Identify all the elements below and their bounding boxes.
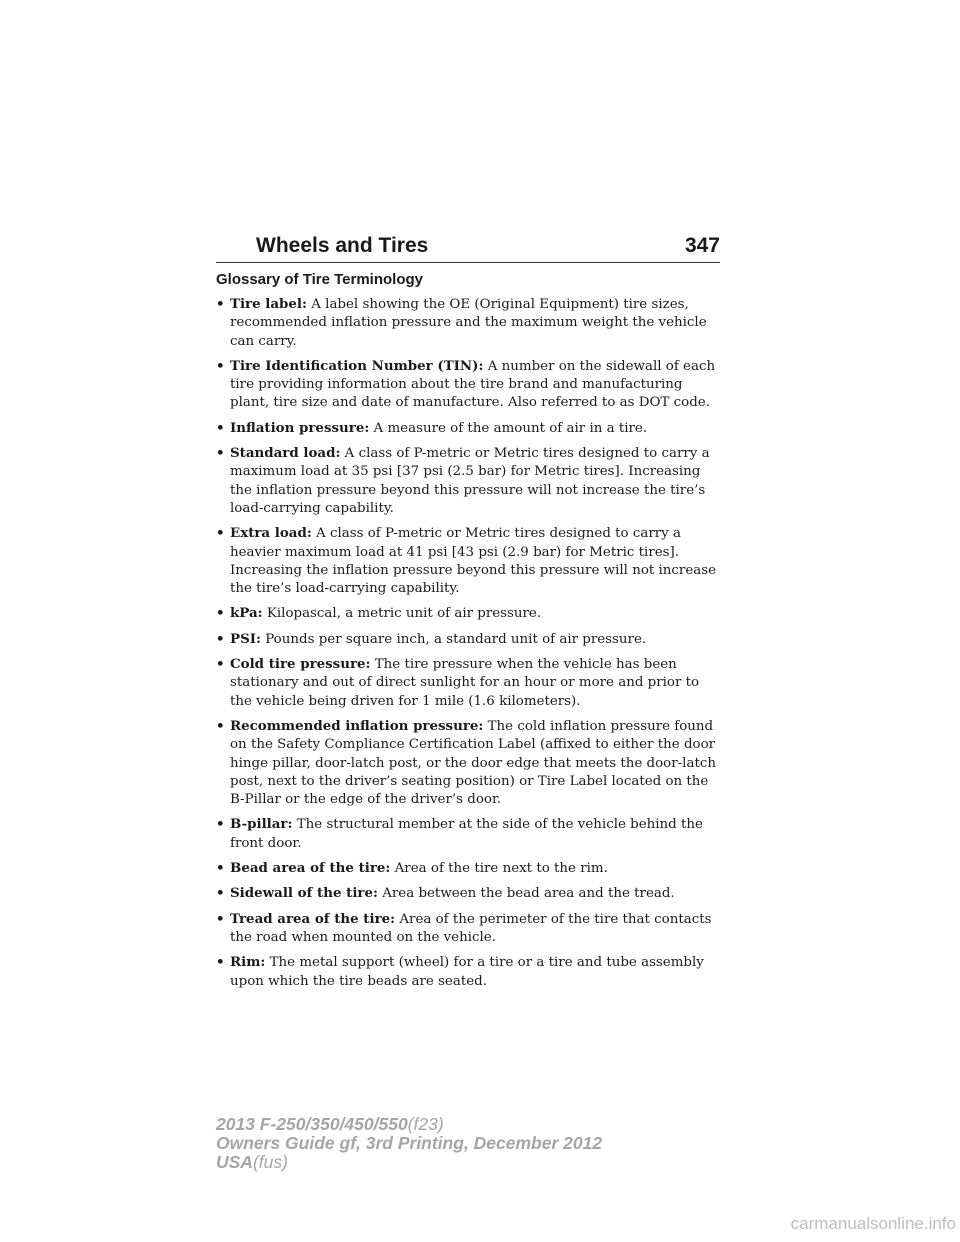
footer-printing-line: Owners Guide gf, 3rd Printing, December 2012 (216, 1133, 603, 1153)
glossary-definition: A number on the sidewall of each tire providing information about the tire brand and manufacturing plant, tire size and date of manufacture. Also referred to as DOT code. (230, 358, 716, 411)
footer-market-line (216, 1153, 602, 1172)
glossary-item (216, 295, 722, 351)
glossary-item (216, 524, 722, 598)
glossary-item (216, 717, 722, 809)
section-title: Wheels and Tires (256, 234, 429, 257)
glossary-term: kPa: (230, 605, 263, 622)
glossary-definition: Area of the perimeter of the tire that contacts the road when mounted on the vehicle. (230, 911, 712, 945)
glossary-term: Tire Identification Number (TIN): (230, 357, 484, 374)
glossary-term: Recommended inflation pressure: (230, 717, 484, 734)
footer-model-line (216, 1115, 602, 1134)
page-header (216, 228, 720, 263)
bullet-icon: • (216, 816, 225, 833)
glossary-item (216, 953, 722, 991)
glossary-definition: The cold inflation pressure found on the Safety Compliance Certification Label (affixed to either the door hinge pillar, door-latch post, or the door edge that meets the door-latch post, next to the driver’s seating position) or Tire Label located on the B-Pillar or the edge of the driver’s door. (230, 718, 716, 808)
bullet-icon: • (216, 860, 225, 877)
bullet-icon: • (216, 419, 225, 436)
glossary-definition: A label showing the OE (Original Equipment) tire sizes, recommended inflation pressure and the maximum weight the vehicle can carry. (230, 297, 707, 349)
glossary-term: B-pillar: (230, 816, 293, 833)
glossary-item (216, 444, 722, 518)
glossary-term: Inflation pressure: (230, 419, 370, 436)
glossary-heading: Glossary of Tire Terminology (216, 271, 423, 288)
footer-model: 2013 F-250/350/450/550 (216, 1114, 408, 1134)
glossary-term: Rim: (230, 954, 266, 971)
glossary-definition: A class of P-metric or Metric tires designed to carry a maximum load at 35 psi [37 psi (2.5 bar) for Metric tires]. Increasing the inflation pressure beyond this pressure will not increase the tire’s load-carrying capability. (230, 446, 710, 516)
glossary-term: Bead area of the tire: (230, 860, 391, 877)
glossary-definition: Area between the bead area and the tread. (382, 886, 675, 902)
glossary-item (216, 815, 722, 853)
bullet-icon: • (216, 630, 225, 647)
glossary-item (216, 910, 722, 948)
glossary-item (216, 884, 722, 903)
glossary-definition: The structural member at the side of the vehicle behind the front door. (230, 817, 703, 851)
bullet-icon: • (216, 445, 225, 462)
glossary-definition: The metal support (wheel) for a tire or a tire and tube assembly upon which the tire beads are seated. (230, 955, 704, 989)
bullet-icon: • (216, 296, 225, 312)
bullet-icon: • (216, 954, 225, 971)
glossary-definition: The tire pressure when the vehicle has been stationary and out of direct sunlight for an hour or more and prior to the vehicle being driven for 1 mile (1.6 kilometers). (230, 657, 700, 709)
page-content (216, 270, 722, 997)
glossary-term: Tire label: (230, 296, 307, 312)
glossary-term: Cold tire pressure: (230, 656, 371, 673)
glossary-list (216, 295, 722, 991)
bullet-icon: • (216, 605, 225, 622)
glossary-term: Tread area of the tire: (230, 910, 396, 927)
bullet-icon: • (216, 717, 225, 734)
glossary-term: Sidewall of the tire: (230, 885, 378, 902)
glossary-item (216, 357, 722, 413)
bullet-icon: • (216, 885, 225, 902)
glossary-definition: Area of the tire next to the rim. (394, 861, 608, 877)
glossary-item (216, 604, 722, 623)
footer-market: USA (216, 1152, 253, 1172)
glossary-term: Extra load: (230, 525, 312, 542)
glossary-item (216, 655, 722, 711)
glossary-item (216, 630, 722, 649)
glossary-term: Standard load: (230, 445, 341, 462)
footer-model-code: (f23) (407, 1114, 444, 1134)
glossary-definition: Kilopascal, a metric unit of air pressure. (266, 606, 542, 622)
bullet-icon: • (216, 656, 225, 673)
page-footer (216, 1115, 602, 1172)
glossary-term: PSI: (230, 630, 261, 647)
glossary-definition: Pounds per square inch, a standard unit of air pressure. (265, 631, 647, 647)
bullet-icon: • (216, 357, 225, 374)
watermark: carmanualsonline.info (790, 1214, 956, 1233)
glossary-definition: A measure of the amount of air in a tire. (373, 420, 648, 436)
bullet-icon: • (216, 910, 225, 927)
glossary-item (216, 419, 722, 438)
page-number: 347 (684, 234, 720, 257)
bullet-icon: • (216, 525, 225, 542)
glossary-item (216, 859, 722, 878)
glossary-definition: A class of P-metric or Metric tires designed to carry a heavier maximum load at 41 psi [43 psi (2.9 bar) for Metric tires]. Increasing the inflation pressure beyond this pressure will not increase the tire’s load-carrying capability. (230, 526, 717, 597)
footer-market-code: (fus) (252, 1152, 288, 1172)
